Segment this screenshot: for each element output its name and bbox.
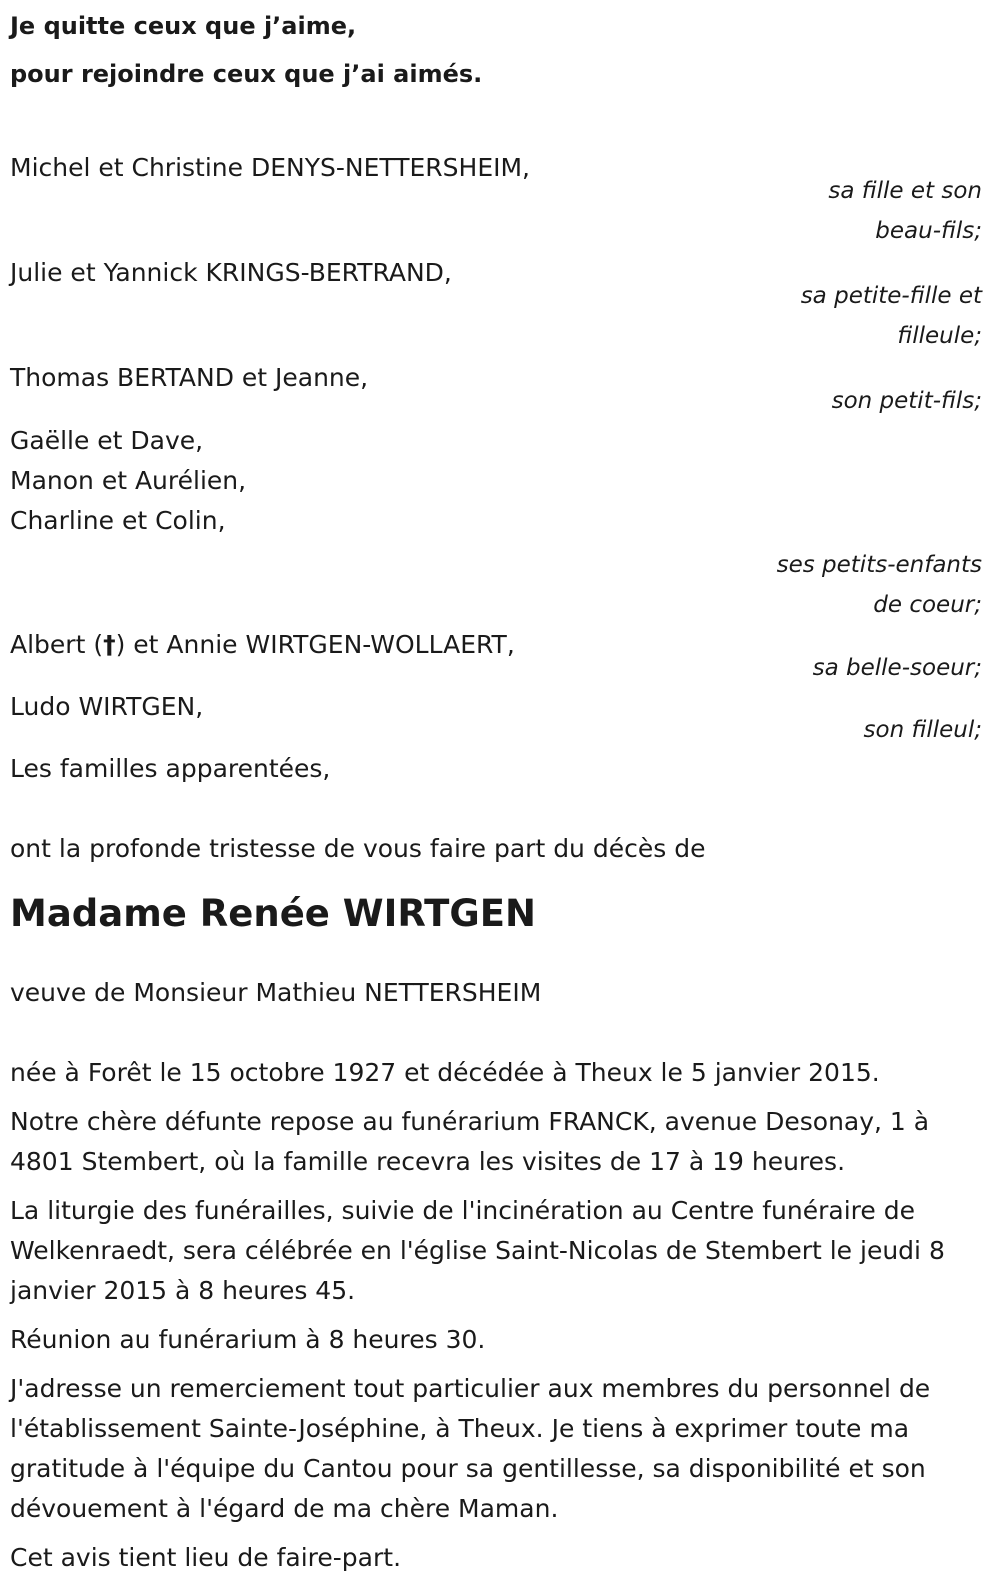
thanks-paragraph: J'adresse un remerciement tout particulier aux membres du personnel de l'établissement Sainte-Joséphine, à Theux. Je tiens à exprimer toute ma gratitude à l'équipe du Cantou pour sa gentillesse, sa disponibilité et son dévouement à l'égard de ma chère Maman. <box>10 1374 931 1523</box>
names-after-cross: ) et Annie WIRTGEN-WOLLAERT, <box>115 630 515 659</box>
family-member-role: son filleul; <box>863 717 982 743</box>
birth-death-paragraph: née à Forêt le 15 octobre 1927 et décédée à Theux le 5 janvier 2015. <box>10 1058 880 1087</box>
cross-icon: † <box>103 630 116 659</box>
deceased-name: Madame Renée WIRTGEN <box>10 892 537 935</box>
family-member-names: Charline et Colin, <box>10 506 226 535</box>
funerarium-paragraph: Notre chère défunte repose au funérarium FRANCK, avenue Desonay, 1 à 4801 Stembert, où la famille recevra les visites de 17 à 19 heures. <box>10 1107 930 1176</box>
family-member-role: son petit-fils; <box>831 388 982 414</box>
family-member-role: sa petite-fille et <box>800 283 982 309</box>
family-member-names: Julie et Yannick KRINGS-BERTRAND, <box>10 258 452 287</box>
family-member-role: ses petits-enfants <box>776 552 982 578</box>
obituary-notice <box>10 0 982 1578</box>
widow-of-text: veuve de Monsieur Mathieu NETTERSHEIM <box>10 978 542 1007</box>
notice-paragraph: Cet avis tient lieu de faire-part. <box>10 1543 402 1572</box>
family-member-role: sa fille et son <box>828 178 982 204</box>
family-member-role: beau-fils; <box>875 218 982 244</box>
quote-line-1: Je quitte ceux que j’aime, <box>10 12 357 40</box>
family-member-role: filleule; <box>897 323 982 349</box>
family-member-names: Thomas BERTAND et Jeanne, <box>10 363 369 392</box>
quote-line-2: pour rejoindre ceux que j’ai aimés. <box>10 60 483 88</box>
meeting-paragraph: Réunion au funérarium à 8 heures 30. <box>10 1325 486 1354</box>
family-member-names: Les familles apparentées, <box>10 754 331 783</box>
family-member-role: sa belle-soeur; <box>812 655 982 681</box>
family-member-names: Ludo WIRTGEN, <box>10 692 204 721</box>
announcement-text: ont la profonde tristesse de vous faire part du décès de <box>10 834 706 863</box>
liturgy-paragraph: La liturgie des funérailles, suivie de l'incinération au Centre funéraire de Welkenraedt, sera célébrée en l'église Saint-Nicolas de Stembert le jeudi 8 janvier 2015 à 8 heures 45. <box>10 1196 945 1305</box>
family-member-role: de coeur; <box>873 592 982 618</box>
family-member-names: Manon et Aurélien, <box>10 466 247 495</box>
family-member-names: Michel et Christine DENYS-NETTERSHEIM, <box>10 153 531 182</box>
family-member-names: Gaëlle et Dave, <box>10 426 204 455</box>
names-before-cross: Albert ( <box>10 630 104 659</box>
